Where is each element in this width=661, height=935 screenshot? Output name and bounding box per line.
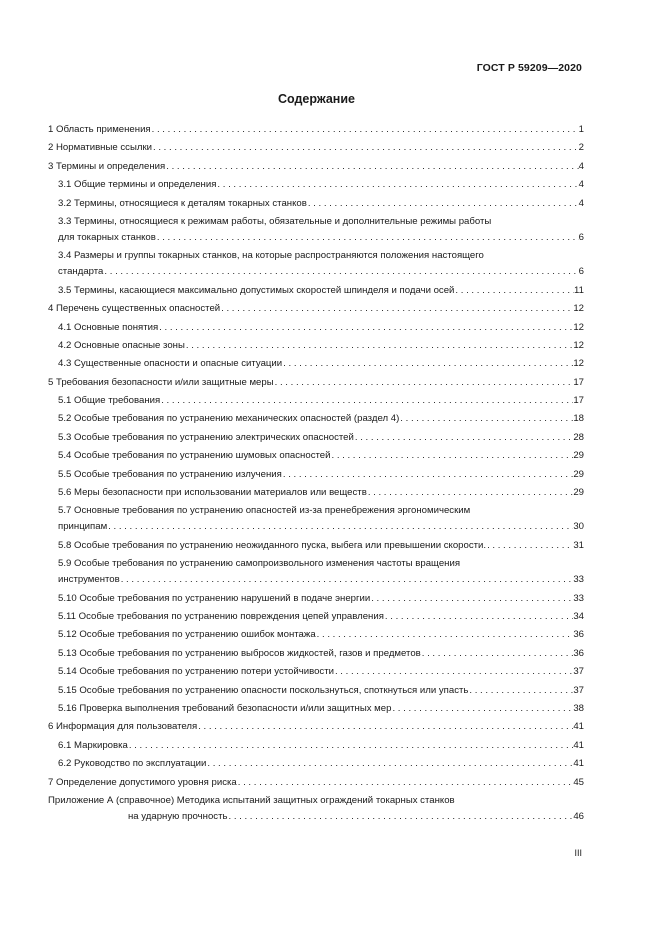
dot-leader bbox=[216, 179, 578, 191]
toc-entry-title: для токарных станков bbox=[58, 231, 156, 243]
toc-entry-page: 12 bbox=[573, 321, 584, 333]
toc-entry[interactable] bbox=[48, 487, 584, 499]
toc-entry[interactable] bbox=[48, 395, 584, 407]
toc-entry-title: 3.1 Общие термины и определения bbox=[58, 179, 217, 191]
page-number: III bbox=[574, 848, 582, 858]
toc-entry-title: 5 Требования безопасности и/или защитные меры bbox=[48, 376, 274, 388]
toc-entry-page: 6 bbox=[578, 231, 584, 243]
toc-entry-title: 5.10 Особые требования по устранению нарушений в подаче энергии bbox=[58, 592, 371, 604]
document-code: ГОСТ Р 59209—2020 bbox=[476, 62, 582, 74]
toc-entry-page: 11 bbox=[574, 284, 584, 296]
toc-entry-page: 1 bbox=[578, 124, 584, 135]
toc-entry-page: 2 bbox=[578, 142, 584, 154]
toc-entry[interactable] bbox=[48, 721, 584, 733]
toc-entry[interactable] bbox=[48, 648, 584, 660]
toc-entry[interactable] bbox=[48, 740, 584, 752]
toc-entry[interactable] bbox=[48, 142, 584, 154]
toc-entry-title: 3.2 Термины, относящиеся к деталям токарных станков bbox=[58, 197, 307, 209]
toc-entry[interactable] bbox=[48, 161, 584, 173]
dot-leader bbox=[468, 685, 573, 697]
toc-entry-page: 34 bbox=[573, 610, 584, 622]
toc-entry-page: 41 bbox=[573, 721, 584, 733]
dot-leader bbox=[330, 450, 573, 462]
toc-entry[interactable] bbox=[48, 250, 584, 278]
toc-entry-title: на ударную прочность bbox=[128, 810, 228, 822]
toc-entry-title: 5.12 Особые требования по устранению ошибок монтажа bbox=[58, 629, 316, 641]
toc-entry-title: инструментов bbox=[58, 574, 120, 586]
toc-entry-title: 5.2 Особые требования по устранению механических опасностей (раздел 4) bbox=[58, 413, 400, 425]
dot-leader bbox=[399, 413, 573, 425]
dot-leader bbox=[151, 124, 579, 136]
dot-leader bbox=[152, 142, 579, 154]
toc-entry-page: 33 bbox=[573, 592, 584, 604]
toc-entry[interactable] bbox=[48, 558, 584, 586]
toc-entry-title: 5.16 Проверка выполнения требований безопасности и/или защитных мер bbox=[58, 702, 392, 714]
toc-entry-page: 36 bbox=[573, 647, 584, 659]
toc-entry-title-first-line: Приложение А (справочное) Методика испытаний защитных ограждений токарных станков bbox=[48, 794, 455, 806]
toc-entry-title: 1 Область применения bbox=[48, 124, 151, 135]
toc-entry-page: 30 bbox=[573, 521, 584, 533]
toc-entry-title: принципам bbox=[58, 521, 108, 533]
toc-entry[interactable] bbox=[48, 198, 584, 210]
toc-entry-title: 7 Определение допустимого уровня риска bbox=[48, 776, 237, 788]
dot-leader bbox=[486, 540, 573, 552]
dot-leader bbox=[197, 721, 573, 733]
table-of-contents bbox=[48, 124, 584, 829]
toc-entry-title: 5.8 Особые требования по устранению неожиданного пуска, выбега или превышении скорости. bbox=[58, 539, 487, 551]
toc-entry[interactable] bbox=[48, 303, 584, 315]
toc-entry-page: 46 bbox=[573, 810, 584, 822]
dot-leader bbox=[237, 777, 574, 789]
toc-entry[interactable] bbox=[48, 685, 584, 697]
toc-entry-page: 4 bbox=[578, 179, 584, 191]
toc-entry[interactable] bbox=[48, 611, 584, 623]
toc-entry[interactable] bbox=[48, 216, 584, 244]
toc-entry-page: 37 bbox=[573, 684, 584, 696]
toc-entry[interactable] bbox=[48, 469, 584, 481]
toc-entry-title: 3.5 Термины, касающиеся максимально допустимых скоростей шпинделя и подачи осей bbox=[58, 284, 455, 296]
toc-entry[interactable] bbox=[48, 540, 584, 552]
dot-leader bbox=[307, 198, 579, 210]
dot-leader bbox=[282, 358, 573, 370]
dot-leader bbox=[421, 648, 574, 660]
dot-leader bbox=[354, 432, 573, 444]
toc-entry-page: 12 bbox=[573, 303, 584, 315]
toc-entry[interactable] bbox=[48, 322, 584, 334]
toc-entry-title: 6 Информация для пользователя bbox=[48, 721, 198, 733]
toc-entry-page: 17 bbox=[573, 395, 584, 407]
toc-entry-page: 33 bbox=[573, 574, 584, 586]
dot-leader bbox=[206, 758, 573, 770]
toc-entry-title: 4.2 Основные опасные зоны bbox=[58, 339, 185, 351]
toc-entry-page: 29 bbox=[573, 487, 584, 499]
toc-entry-page: 41 bbox=[573, 758, 584, 770]
toc-entry-title: 5.15 Особые требования по устранению опасности поскользнуться, споткнуться или упасть bbox=[58, 684, 469, 696]
toc-entry[interactable] bbox=[48, 629, 584, 641]
toc-entry[interactable] bbox=[48, 777, 584, 789]
dot-leader bbox=[384, 611, 573, 623]
toc-entry-title-first-line: 5.9 Особые требования по устранению самопроизвольного изменения частоты вращения bbox=[58, 558, 461, 570]
toc-entry-title: 5.11 Особые требования по устранению повреждения цепей управления bbox=[58, 610, 384, 622]
toc-entry-title: 2 Нормативные ссылки bbox=[48, 142, 153, 154]
toc-entry[interactable] bbox=[48, 285, 584, 297]
toc-entry-title: 3 Термины и определения bbox=[48, 160, 166, 172]
toc-entry[interactable] bbox=[48, 413, 584, 425]
toc-entry-title: 4.3 Существенные опасности и опасные ситуации bbox=[58, 358, 283, 370]
dot-leader bbox=[334, 666, 573, 678]
dot-leader bbox=[391, 703, 573, 715]
toc-entry[interactable] bbox=[48, 432, 584, 444]
toc-entry-title: 6.2 Руководство по эксплуатации bbox=[58, 758, 207, 770]
toc-entry-title: 5.5 Особые требования по устранению излучения bbox=[58, 468, 282, 480]
toc-entry[interactable] bbox=[48, 179, 584, 191]
toc-entry-page: 6 bbox=[578, 266, 584, 278]
toc-entry-page: 4 bbox=[578, 160, 584, 172]
dot-leader bbox=[220, 303, 573, 315]
toc-entry-title: 5.4 Особые требования по устранению шумовых опасностей bbox=[58, 450, 331, 462]
toc-title: Содержание bbox=[277, 92, 355, 106]
toc-entry-page: 17 bbox=[573, 376, 584, 388]
toc-entry-page: 31 bbox=[573, 539, 584, 551]
toc-entry-page: 41 bbox=[573, 739, 584, 751]
dot-leader bbox=[454, 285, 574, 297]
dot-leader bbox=[227, 811, 573, 823]
toc-entry[interactable] bbox=[48, 505, 584, 533]
dot-leader bbox=[282, 469, 573, 481]
toc-entry-page: 29 bbox=[573, 450, 584, 462]
toc-entry-title: 5.6 Меры безопасности при использовании материалов или веществ bbox=[58, 487, 367, 499]
toc-entry-page: 12 bbox=[573, 339, 584, 351]
toc-entry-page: 45 bbox=[573, 776, 584, 788]
dot-leader bbox=[156, 232, 579, 244]
toc-entry-title-first-line: 5.7 Основные требования по устранению опасностей из-за пренебрежения эргономическим bbox=[58, 505, 471, 517]
dot-leader bbox=[120, 574, 574, 586]
toc-entry-page: 4 bbox=[578, 197, 584, 209]
toc-entry-title-first-line: 3.3 Термины, относящиеся к режимам работы, обязательные и дополнительные режимы работы bbox=[58, 215, 492, 227]
toc-entry[interactable] bbox=[48, 358, 584, 370]
dot-leader bbox=[103, 266, 578, 278]
dot-leader bbox=[165, 161, 578, 173]
toc-entry-page: 12 bbox=[573, 358, 584, 370]
toc-entry-title-first-line: 3.4 Размеры и группы токарных станков, на которые распространяются положения настоящего bbox=[58, 250, 484, 262]
toc-entry[interactable] bbox=[48, 340, 584, 352]
toc-entry[interactable] bbox=[48, 703, 584, 715]
toc-entry-page: 28 bbox=[573, 431, 584, 443]
dot-leader bbox=[185, 340, 573, 352]
toc-entry-title: 4 Перечень существенных опасностей bbox=[48, 303, 221, 315]
dot-leader bbox=[128, 740, 573, 752]
toc-entry[interactable] bbox=[48, 666, 584, 678]
dot-leader bbox=[316, 629, 574, 641]
dot-leader bbox=[107, 521, 573, 533]
dot-leader bbox=[158, 322, 573, 334]
toc-entry[interactable] bbox=[48, 795, 584, 823]
toc-entry-title: 5.1 Общие требования bbox=[58, 395, 161, 407]
toc-entry-page: 38 bbox=[573, 702, 584, 714]
dot-leader bbox=[370, 593, 573, 605]
toc-entry[interactable] bbox=[48, 377, 584, 389]
toc-entry-title: 5.3 Особые требования по устранению электрических опасностей bbox=[58, 431, 354, 443]
dot-leader bbox=[160, 395, 573, 407]
toc-entry-page: 37 bbox=[573, 666, 584, 678]
dot-leader bbox=[367, 487, 574, 499]
toc-entry-page: 18 bbox=[573, 413, 584, 425]
toc-entry-title: стандарта bbox=[58, 266, 104, 278]
dot-leader bbox=[274, 377, 574, 389]
toc-entry-title: 5.13 Особые требования по устранению выбросов жидкостей, газов и предметов bbox=[58, 647, 421, 659]
toc-entry-page: 36 bbox=[573, 629, 584, 641]
toc-entry[interactable] bbox=[48, 450, 584, 462]
toc-entry[interactable] bbox=[48, 758, 584, 770]
toc-entry[interactable] bbox=[48, 593, 584, 605]
toc-entry-title: 6.1 Маркировка bbox=[58, 739, 128, 751]
toc-entry-page: 29 bbox=[573, 468, 584, 480]
toc-entry[interactable] bbox=[48, 124, 584, 136]
toc-entry-title: 5.14 Особые требования по устранению потери устойчивости bbox=[58, 666, 334, 678]
toc-entry-title: 4.1 Основные понятия bbox=[58, 321, 159, 333]
